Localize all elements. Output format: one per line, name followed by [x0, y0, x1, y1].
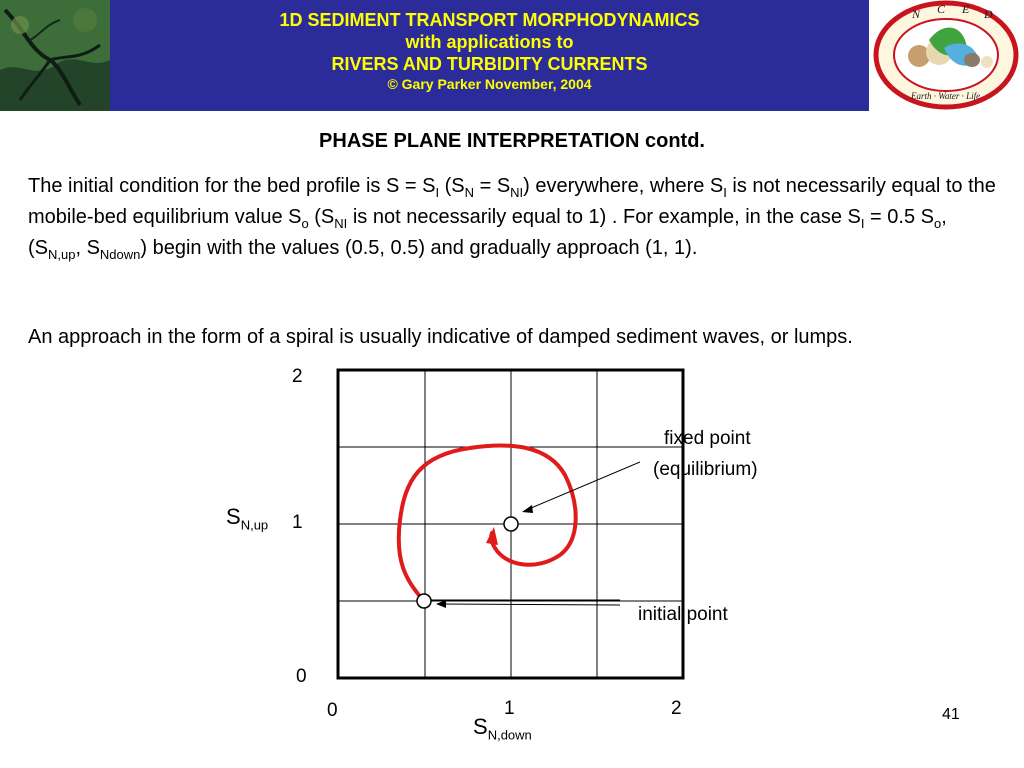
- trajectory-arrowhead: [486, 527, 498, 545]
- x-tick-2: 2: [671, 698, 682, 719]
- plot-frame: [338, 370, 683, 678]
- header: [0, 0, 1024, 111]
- banner-title-line3: RIVERS AND TURBIDITY CURRENTS: [331, 54, 648, 74]
- y-tick-1: 1: [292, 512, 303, 533]
- satellite-image: [0, 0, 110, 111]
- x-axis-label: $S_{N,down}$: [473, 714, 532, 743]
- y-axis-label: $S_{N,up}$: [226, 504, 269, 533]
- paragraph-initial-condition: The initial condition for the bed profile is $S = S_I$ $(S_N = S_{NI})$ everywhere, where $S_I$ is not necessarily equal to the mobile-bed equilibrium value $S_o$ ($S_{NI}$ is not necessarily equal to 1) . For example, in the case $S_I = 0.5$ $S_o$, ($S_{N,up}$, $S_{Ndown}$) begin with the values (0.5, 0.5) and gradually approach (1, 1).: [28, 175, 996, 262]
- initial-point-marker: [417, 594, 431, 608]
- x-tick-1: 1: [504, 698, 515, 719]
- logo-letter-e: E: [962, 2, 970, 16]
- fixed-point-pointer: [524, 462, 640, 511]
- slide-title: PHASE PLANE INTERPRETATION contd.: [319, 130, 705, 152]
- logo-letter-c: C: [937, 2, 946, 16]
- spiral-trajectory: [399, 445, 576, 601]
- fixed-point-marker: [504, 517, 518, 531]
- page-number: 41: [942, 706, 960, 723]
- fixed-point-label-line1: fixed point: [664, 428, 751, 449]
- banner-copyright: © Gary Parker November, 2004: [387, 76, 592, 92]
- y-tick-2: 2: [292, 366, 303, 387]
- logo-letter-n: N: [912, 7, 921, 21]
- initial-point-arrowhead: [436, 600, 446, 608]
- y-tick-0: 0: [296, 666, 307, 687]
- initial-point-pointer: [438, 604, 620, 605]
- paragraph-spiral: An approach in the form of a spiral is usually indicative of damped sediment waves, or lumps.: [28, 326, 853, 348]
- logo-letter-d: D: [984, 7, 993, 21]
- title-banner: [110, 0, 869, 111]
- initial-point-label: initial point: [638, 604, 728, 625]
- x-tick-0: 0: [327, 700, 338, 721]
- banner-title-line2: with applications to: [405, 32, 574, 52]
- banner-title-line1: 1D SEDIMENT TRANSPORT MORPHODYNAMICS: [279, 10, 700, 30]
- logo-motto: Earth · Water · Life: [911, 91, 981, 101]
- grid-lines: [338, 370, 683, 678]
- nced-logo: [869, 0, 1024, 111]
- fixed-point-label-line2: (equilibrium): [653, 459, 758, 480]
- fixed-point-arrowhead: [522, 505, 533, 513]
- river-delta-icon: [0, 0, 110, 111]
- nced-logo-icon: [869, 0, 1024, 111]
